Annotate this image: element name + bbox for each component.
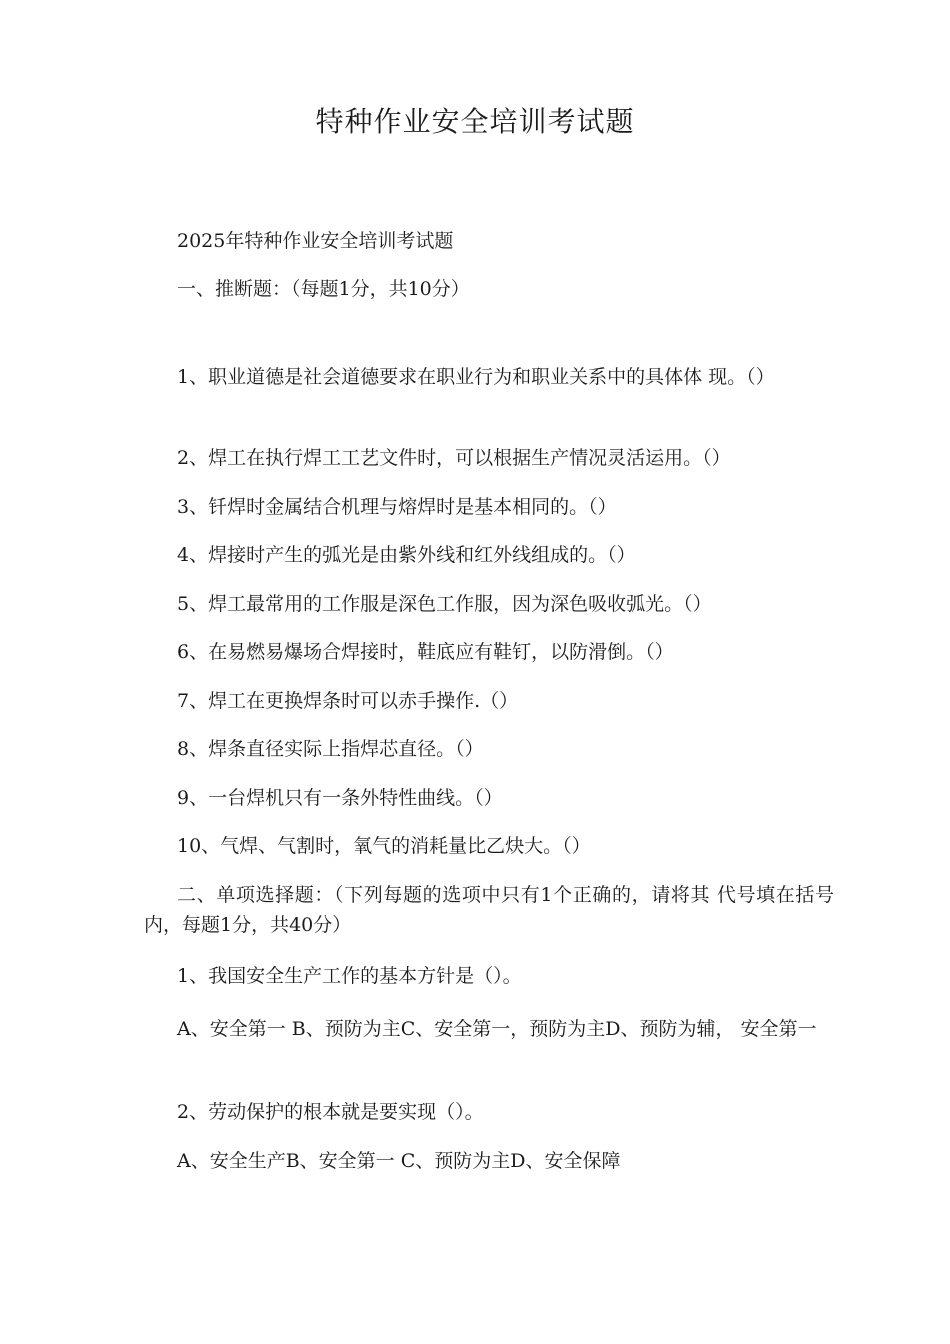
question-item: 7、焊工在更换焊条时可以赤手操作.（） [177,690,519,712]
question-item: 1、职业道德是社会道德要求在职业行为和职业关系中的具体体 现。（） [177,366,775,388]
section-heading-true-false: 一、推断题：（每题1分，共10分） [177,278,470,300]
choice-question: 2、劳动保护的根本就是要实现（）。 [177,1101,484,1123]
question-item: 10、气焊、气割时，氧气的消耗量比乙炔大。（） [177,835,591,857]
document-title: 特种作业安全培训考试题 [315,105,635,138]
question-item: 9、一台焊机只有一条外特性曲线。（） [177,787,503,809]
question-item: 2、焊工在执行焊工工艺文件时，可以根据生产情况灵活运用。（） [177,447,731,469]
question-item: 3、钎焊时金属结合机理与熔焊时是基本相同的。（） [177,496,617,518]
question-item: 6、在易燃易爆场合焊接时，鞋底应有鞋钉，以防滑倒。（） [177,641,674,663]
choice-options: A、安全生产B、安全第一 C、预防为主D、安全保障 [177,1150,621,1172]
question-item: 5、焊工最常用的工作服是深色工作服，因为深色吸收弧光。（） [177,593,712,615]
choice-question: 1、我国安全生产工作的基本方针是（）。 [177,965,522,987]
section-heading-single-choice: 二、单项选择题：（下列每题的选项中只有1个正确的，请将其 代号填在括号内，每题1分，共40分） [144,884,834,936]
question-item: 4、焊接时产生的弧光是由紫外线和红外线组成的。（） [177,544,636,566]
exam-subtitle: 2025年特种作业安全培训考试题 [177,230,454,252]
choice-options: A、安全第一 B、预防为主C、安全第一，预防为主D、预防为辅， 安全第一 [177,1018,817,1040]
question-item: 8、焊条直径实际上指焊芯直径。（） [177,738,484,760]
